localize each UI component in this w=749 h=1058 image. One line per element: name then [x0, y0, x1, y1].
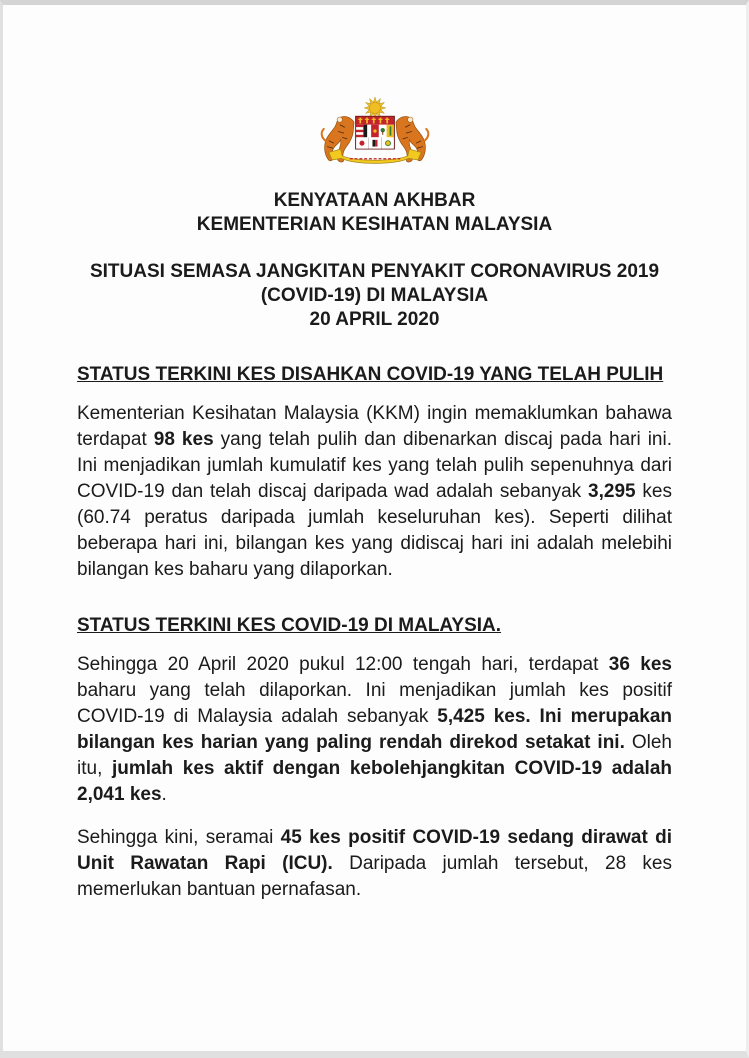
paragraph-new-cases: Sehingga 20 April 2020 pukul 12:00 tengah hari, terdapat 36 kes baharu yang telah dilaporkan. Ini menjadikan jumlah kes positif COVID-19 di Malaysia adalah sebanyak 5,425 kes. Ini merupakan bilangan kes harian yang paling rendah direkod setakat ini. Oleh itu, jumlah kes aktif dengan kebolehjangkitan COVID-19 adalah 2,041 kes. [77, 654, 672, 805]
doc-title-subject: SITUASI SEMASA JANGKITAN PENYAKIT CORONAVIRUS 2019 [89, 261, 660, 282]
letterhead [77, 189, 672, 237]
press-release-page [3, 97, 746, 903]
press-statement-label: KENYATAAN AKHBAR [273, 190, 476, 211]
ministry-name: KEMENTERIAN KESIHATAN MALAYSIA [196, 214, 553, 235]
document-title [77, 260, 672, 332]
malaysia-coat-of-arms-icon [77, 97, 672, 181]
doc-title-date: 20 APRIL 2020 [309, 309, 440, 330]
paragraph-recovered-cases: Kementerian Kesihatan Malaysia (KKM) ingin memaklumkan bahawa terdapat 98 kes yang telah pulih dan dibenarkan discaj pada hari ini. Ini menjadikan jumlah kumulatif kes yang telah pulih sepenuhnya dari COVID-19 dan telah discaj daripada wad adalah sebanyak 3,295 kes (60.74 peratus daripada jumlah keseluruhan kes). Seperti dilihat beberapa hari ini, bilangan kes yang didiscaj hari ini adalah melebihi bilangan kes baharu yang dilaporkan. [77, 403, 673, 580]
section-heading-recovered-cases: STATUS TERKINI KES DISAHKAN COVID-19 YANG TELAH PULIH [77, 364, 664, 385]
section-heading-current-status: STATUS TERKINI KES COVID-19 DI MALAYSIA. [77, 615, 502, 636]
paragraph-icu-cases: Sehingga kini, seramai 45 kes positif COVID-19 sedang dirawat di Unit Rawatan Rapi (ICU). Daripada jumlah tersebut, 28 kes memerlukan bantuan pernafasan. [77, 827, 673, 900]
doc-title-location: (COVID-19) DI MALAYSIA [260, 285, 489, 306]
